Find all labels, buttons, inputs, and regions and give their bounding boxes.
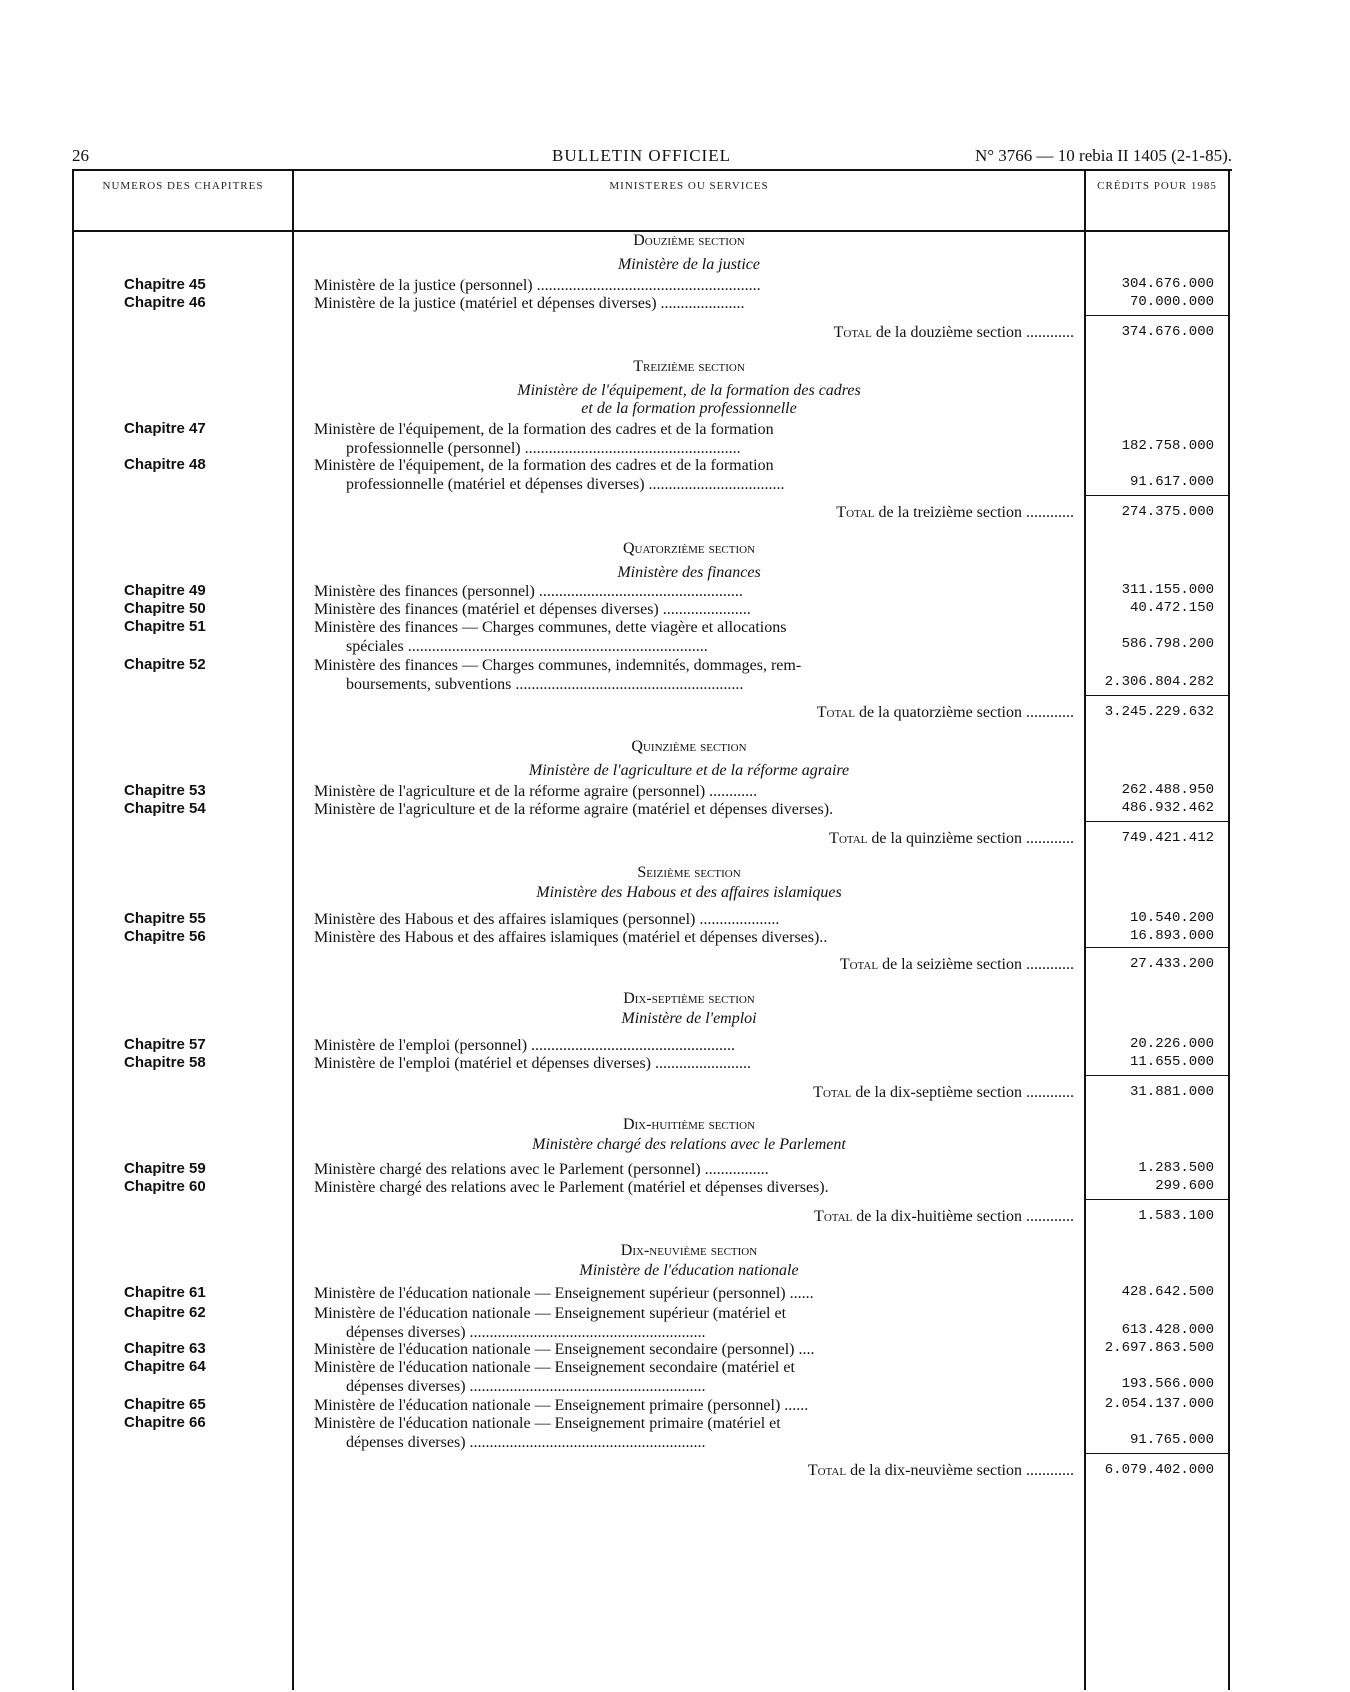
credit-amount: 91.617.000	[1129, 474, 1214, 490]
chapter-label-line: Ministère de l'agriculture et de la réforme agraire (matériel et dépenses diverses).	[314, 801, 834, 818]
subtotal-rule	[1086, 695, 1228, 696]
ministry-heading: Ministère de l'agriculture et de la réforme agraire	[528, 762, 850, 779]
chapter-label-line: Ministère des finances — Charges communes, indemnités, dommages, rem-	[314, 657, 802, 674]
credit-amount: 2.054.137.000	[1104, 1396, 1214, 1412]
chapter-label-line: professionnelle (personnel) ......................................................	[346, 440, 741, 457]
chapter-number: Chapitre 57	[124, 1036, 206, 1053]
ministry-heading: Ministère de l'éducation nationale	[579, 1262, 799, 1279]
bulletin-title: BULLETIN OFFICIEL	[552, 146, 731, 165]
chapter-label	[314, 618, 1080, 656]
chapter-number: Chapitre 63	[124, 1340, 206, 1357]
chapter-label	[314, 800, 1080, 819]
total-text: de la dix-septième section ............	[855, 1084, 1074, 1101]
section-total-amount: 274.375.000	[1121, 504, 1214, 520]
chapter-label-line: Ministère de l'éducation nationale — Enseignement supérieur (personnel) ......	[314, 1285, 814, 1302]
chapter-label	[314, 600, 1080, 619]
credit-amount: 20.226.000	[1129, 1036, 1214, 1052]
section-title	[294, 1242, 1084, 1260]
total-text: de la treizième section ............	[878, 504, 1074, 521]
chapter-label	[314, 1340, 1080, 1359]
chapter-number: Chapitre 49	[124, 582, 206, 599]
chapter-label	[314, 420, 1080, 458]
section-total-amount: 1.583.100	[1138, 1208, 1214, 1224]
total-text: de la douzième section ............	[875, 324, 1074, 341]
credit-amount: 70.000.000	[1129, 294, 1214, 310]
credit-amount: 2.697.863.500	[1104, 1340, 1214, 1356]
page-number: 26	[72, 146, 89, 165]
column-header-chapters: NUMEROS DES CHAPITRES	[102, 180, 264, 192]
section-ordinal: Dix-huitième	[622, 1116, 705, 1133]
chapter-number: Chapitre 59	[124, 1160, 206, 1177]
chapter-number: Chapitre 51	[124, 618, 206, 635]
section-word: section	[708, 1116, 756, 1133]
chapter-number: Chapitre 45	[124, 276, 206, 293]
chapter-label	[314, 1414, 1080, 1452]
chapter-number: Chapitre 62	[124, 1304, 206, 1321]
credit-amount: 311.155.000	[1121, 582, 1214, 598]
section-word: section	[698, 232, 745, 249]
chapter-label-line: Ministère des finances (matériel et dépenses diverses) ......................	[314, 601, 751, 618]
section-total-label	[294, 504, 1074, 522]
chapter-label-line: Ministère de l'éducation nationale — Enseignement secondaire (personnel) ....	[314, 1341, 815, 1358]
chapter-label	[314, 910, 1080, 929]
section-total-amount: 6.079.402.000	[1104, 1462, 1214, 1478]
section-total-label	[294, 1462, 1074, 1480]
section-word: section	[698, 358, 745, 375]
total-text: de la dix-neuvième section ............	[850, 1462, 1074, 1479]
chapter-number: Chapitre 56	[124, 928, 206, 945]
total-text: de la seizième section ............	[882, 956, 1074, 973]
subtotal-rule	[1086, 1199, 1228, 1200]
section-ordinal: Dix-septième	[623, 990, 705, 1007]
credit-amount: 2.306.804.282	[1104, 674, 1214, 690]
subtotal-rule	[1086, 495, 1228, 496]
chapter-label	[314, 456, 1080, 494]
section-total-amount: 374.676.000	[1121, 324, 1214, 340]
chapter-label	[314, 1054, 1080, 1073]
chapter-number: Chapitre 61	[124, 1284, 206, 1301]
credit-amount: 586.798.200	[1121, 636, 1214, 652]
chapter-label-line: Ministère de l'équipement, de la formation des cadres et de la formation	[314, 421, 774, 438]
total-word: Total	[807, 1462, 847, 1479]
chapter-number: Chapitre 66	[124, 1414, 206, 1431]
section-title	[294, 232, 1084, 250]
chapter-label	[314, 1284, 1080, 1303]
chapter-label-line: Ministère de l'agriculture et de la réforme agraire (personnel) ............	[314, 783, 758, 800]
chapter-label-line: Ministère de l'emploi (matériel et dépenses diverses) ........................	[314, 1055, 751, 1072]
chapter-number: Chapitre 58	[124, 1054, 206, 1071]
total-word: Total	[814, 1208, 853, 1225]
chapter-label-line: Ministère de l'équipement, de la formation des cadres et de la formation	[314, 457, 774, 474]
chapter-label-line: Ministère des Habous et des affaires islamiques (personnel) ....................	[314, 911, 780, 928]
subtotal-rule	[1086, 1075, 1228, 1076]
total-text: de la quatorzième section ............	[858, 704, 1074, 721]
total-text: de la dix-huitième section ............	[856, 1208, 1074, 1225]
credit-amount: 40.472.150	[1129, 600, 1214, 616]
chapter-label	[314, 582, 1080, 601]
credit-amount: 428.642.500	[1121, 1284, 1214, 1300]
chapter-number: Chapitre 55	[124, 910, 206, 927]
total-word: Total	[816, 704, 855, 721]
chapter-label	[314, 276, 1080, 295]
ministry-heading: Ministère des finances	[617, 564, 761, 581]
credit-amount: 10.540.200	[1129, 910, 1214, 926]
column-header-ministries: MINISTERES OU SERVICES	[609, 180, 769, 192]
chapter-label-line: spéciales ...........................................................................	[346, 638, 708, 655]
section-total-amount: 31.881.000	[1129, 1084, 1214, 1100]
total-word: Total	[836, 504, 875, 521]
chapter-number: Chapitre 53	[124, 782, 206, 799]
section-title	[294, 358, 1084, 376]
chapter-label	[314, 294, 1080, 313]
section-word: section	[700, 738, 747, 755]
chapter-label	[314, 656, 1080, 694]
chapter-label-line: Ministère de la justice (matériel et dépenses diverses) .....................	[314, 295, 745, 312]
column-header-credits: CRÉDITS POUR 1985	[1097, 180, 1217, 192]
ministry-heading: Ministère de l'équipement, de la formation des cadres	[517, 382, 861, 399]
ministry-heading: Ministère chargé des relations avec le Parlement	[532, 1136, 846, 1153]
credit-amount: 182.758.000	[1121, 438, 1214, 454]
chapter-number: Chapitre 65	[124, 1396, 206, 1413]
chapter-number: Chapitre 64	[124, 1358, 206, 1375]
section-total-label	[294, 1084, 1074, 1102]
section-ordinal: Quatorzième	[622, 540, 705, 557]
section-total-label	[294, 324, 1074, 342]
credit-amount: 304.676.000	[1121, 276, 1214, 292]
chapter-number: Chapitre 46	[124, 294, 206, 311]
credit-amount: 1.283.500	[1138, 1160, 1214, 1176]
section-title	[294, 738, 1084, 756]
chapter-label-line: dépenses diverses) ...........................................................	[346, 1434, 706, 1451]
chapter-number: Chapitre 48	[124, 456, 206, 473]
chapter-label-line: Ministère de l'éducation nationale — Enseignement primaire (matériel et	[314, 1415, 781, 1432]
chapter-label-line: dépenses diverses) ...........................................................	[346, 1378, 706, 1395]
chapter-label	[314, 928, 1080, 947]
chapter-label-line: Ministère des Habous et des affaires islamiques (matériel et dépenses diverses)..	[314, 929, 828, 946]
section-word: section	[694, 864, 741, 881]
section-total-amount: 3.245.229.632	[1104, 704, 1214, 720]
chapter-label	[314, 1304, 1080, 1342]
chapter-label	[314, 1396, 1080, 1415]
section-total-amount: 749.421.412	[1121, 830, 1214, 846]
credit-amount: 299.600	[1155, 1178, 1214, 1194]
section-total-amount: 27.433.200	[1129, 956, 1214, 972]
issue-reference: N° 3766 — 10 rebia II 1405 (2-1-85).	[974, 146, 1232, 165]
section-word: section	[708, 990, 755, 1007]
subtotal-rule	[1086, 1453, 1228, 1454]
section-title	[294, 864, 1084, 882]
page-header	[72, 146, 1232, 168]
chapter-number: Chapitre 60	[124, 1178, 206, 1195]
chapter-label	[314, 782, 1080, 801]
section-total-label	[294, 956, 1074, 974]
total-word: Total	[829, 830, 868, 847]
total-text: de la quinzième section ............	[871, 830, 1074, 847]
section-word: section	[708, 540, 756, 557]
section-ordinal: Douzième	[633, 232, 695, 249]
credits-table	[72, 170, 1230, 1690]
total-word: Total	[839, 956, 879, 973]
chapter-label	[314, 1178, 1080, 1197]
subtotal-rule	[1086, 821, 1228, 822]
chapter-label-line: Ministère chargé des relations avec le Parlement (matériel et dépenses diverses).	[314, 1179, 829, 1196]
chapter-number: Chapitre 47	[124, 420, 206, 437]
ministry-heading: Ministère de la justice	[617, 256, 761, 273]
ministry-heading: et de la formation professionnelle	[581, 400, 797, 417]
total-word: Total	[813, 1084, 852, 1101]
chapter-label-line: Ministère de l'éducation nationale — Enseignement supérieur (matériel et	[314, 1305, 787, 1322]
chapter-number: Chapitre 50	[124, 600, 206, 617]
section-title	[294, 1116, 1084, 1134]
chapter-label	[314, 1036, 1080, 1055]
subtotal-rule	[1086, 315, 1228, 316]
section-total-label	[294, 830, 1074, 848]
credit-amount: 613.428.000	[1121, 1322, 1214, 1338]
credit-amount: 91.765.000	[1129, 1432, 1214, 1448]
credit-amount: 11.655.000	[1129, 1054, 1214, 1070]
chapter-label-line: professionnelle (matériel et dépenses diverses) ..................................	[346, 476, 785, 493]
subtotal-rule	[1086, 947, 1228, 948]
chapter-label	[314, 1358, 1080, 1396]
total-word: Total	[833, 324, 872, 341]
ministry-heading: Ministère de l'emploi	[621, 1010, 757, 1027]
section-total-label	[294, 1208, 1074, 1226]
section-word: section	[710, 1242, 758, 1259]
credit-amount: 262.488.950	[1121, 782, 1214, 798]
credit-amount: 193.566.000	[1121, 1376, 1214, 1392]
section-ordinal: Treizième	[633, 358, 695, 375]
credit-amount: 16.893.000	[1129, 928, 1214, 944]
chapter-number: Chapitre 54	[124, 800, 206, 817]
chapter-label-line: dépenses diverses) ...........................................................	[346, 1324, 706, 1341]
section-ordinal: Quinzième	[631, 738, 697, 755]
section-ordinal: Seizième	[637, 864, 691, 881]
credit-amount: 486.932.462	[1121, 800, 1214, 816]
chapter-label-line: Ministère chargé des relations avec le Parlement (personnel) ................	[314, 1161, 769, 1178]
section-title	[294, 540, 1084, 558]
chapter-label-line: boursements, subventions .........................................................	[346, 676, 744, 693]
chapter-label	[314, 1160, 1080, 1179]
chapter-label-line: Ministère de l'éducation nationale — Enseignement secondaire (matériel et	[314, 1359, 795, 1376]
ministry-heading: Ministère des Habous et des affaires islamiques	[536, 884, 842, 901]
section-total-label	[294, 704, 1074, 722]
section-ordinal: Dix-neuvième	[620, 1242, 707, 1259]
chapter-label-line: Ministère de l'emploi (personnel) ...................................................	[314, 1037, 736, 1054]
chapter-number: Chapitre 52	[124, 656, 206, 673]
chapter-label-line: Ministère des finances — Charges communes, dette viagère et allocations	[314, 619, 787, 636]
chapter-label-line: Ministère de la justice (personnel) ........................................................	[314, 277, 761, 294]
section-title	[294, 990, 1084, 1008]
chapter-label-line: Ministère de l'éducation nationale — Enseignement primaire (personnel) ......	[314, 1397, 809, 1414]
chapter-label-line: Ministère des finances (personnel) ...................................................	[314, 583, 743, 600]
